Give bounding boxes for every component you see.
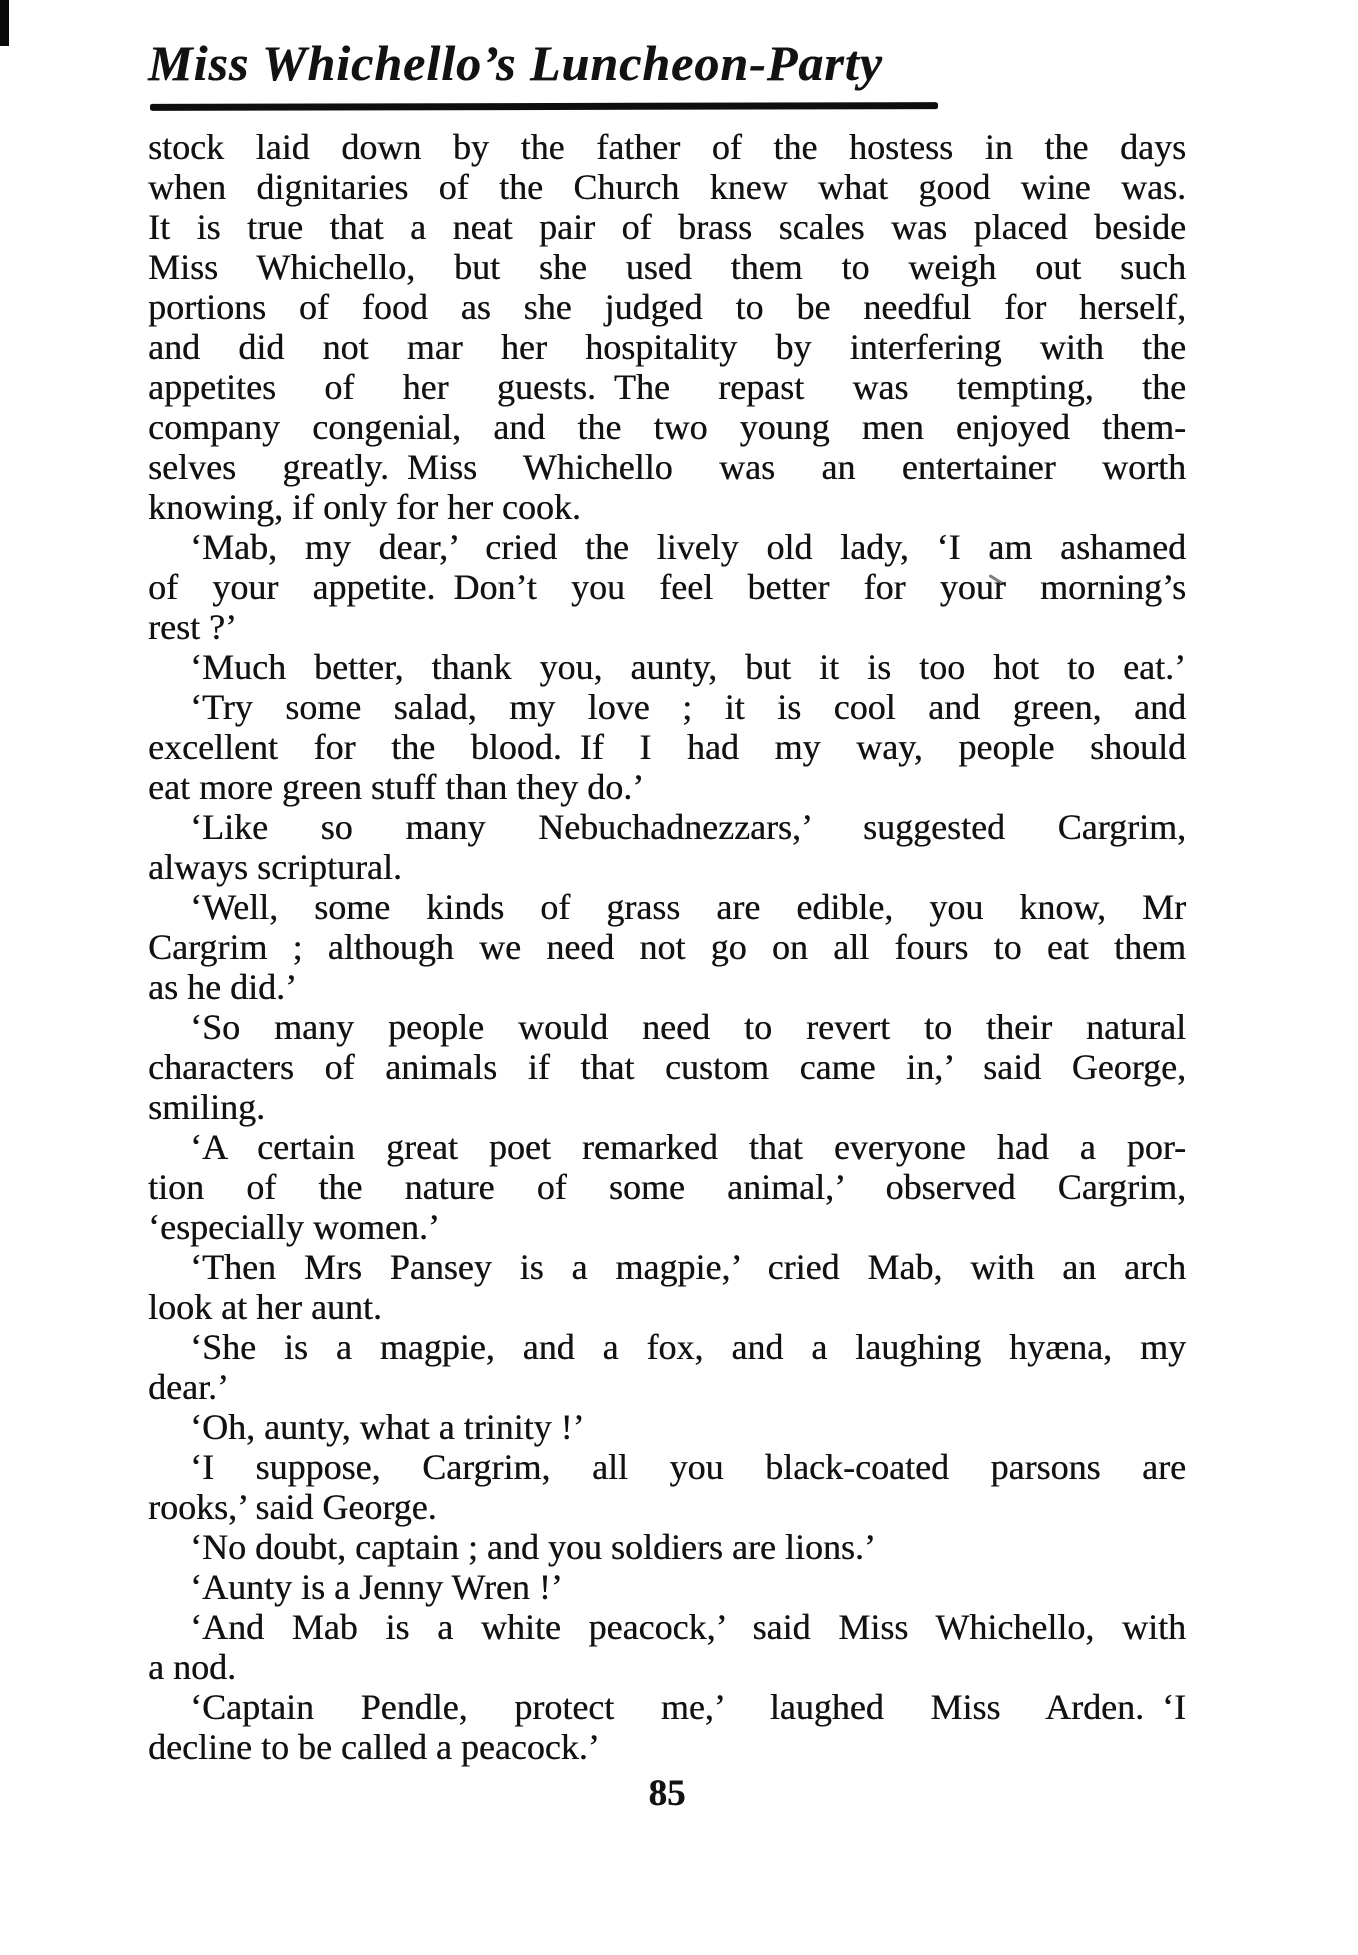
text-line: appetites of her guests. The repast was tempting, the xyxy=(148,367,1186,407)
text-line: ‘And Mab is a white peacock,’ said Miss Whichello, with xyxy=(190,1607,1186,1647)
text-line: ‘Captain Pendle, protect me,’ laughed Miss Arden. ‘I xyxy=(190,1687,1186,1727)
text-line: ‘Try some salad, my love ; it is cool and green, and xyxy=(190,687,1186,727)
text-line: tion of the nature of some animal,’ observed Cargrim, xyxy=(148,1167,1186,1207)
text-line: smiling. xyxy=(148,1087,266,1127)
text-line: rooks,’ said George. xyxy=(148,1487,437,1527)
text-line: dear.’ xyxy=(148,1367,229,1407)
text-line: ‘Well, some kinds of grass are edible, you know, Mr xyxy=(190,887,1186,927)
text-line: ‘A certain great poet remarked that everyone had a por- xyxy=(190,1127,1186,1167)
text-line: ‘Aunty is a Jenny Wren !’ xyxy=(190,1567,563,1607)
text-line: always scriptural. xyxy=(148,847,402,887)
text-line: portions of food as she judged to be needful for herself, xyxy=(148,287,1186,327)
text-line: selves greatly. Miss Whichello was an entertainer worth xyxy=(148,447,1186,487)
text-line: ‘Oh, aunty, what a trinity !’ xyxy=(190,1407,585,1447)
text-line: rest ?’ xyxy=(148,607,237,647)
text-line: of your appetite. Don’t you feel better for your morning’s xyxy=(148,567,1186,607)
header-rule xyxy=(150,102,938,111)
text-line: ‘So many people would need to revert to their natural xyxy=(190,1007,1186,1047)
text-line: company congenial, and the two young men enjoyed them- xyxy=(148,407,1186,447)
text-line: Miss Whichello, but she used them to weigh out such xyxy=(148,247,1186,287)
text-line: as he did.’ xyxy=(148,967,297,1007)
text-line: decline to be called a peacock.’ xyxy=(148,1727,600,1767)
text-line: excellent for the blood. If I had my way, people should xyxy=(148,727,1186,767)
text-line: Cargrim ; although we need not go on all fours to eat them xyxy=(148,927,1186,967)
text-line: ‘Like so many Nebuchadnezzars,’ suggested Cargrim, xyxy=(190,807,1186,847)
running-header-title: Miss Whichello’s Luncheon-Party xyxy=(148,35,883,91)
text-line: when dignitaries of the Church knew what good wine was. xyxy=(148,167,1186,207)
text-line: and did not mar her hospitality by interfering with the xyxy=(148,327,1186,367)
text-line: ‘I suppose, Cargrim, all you black-coated parsons are xyxy=(190,1447,1186,1487)
text-line: ‘especially women.’ xyxy=(148,1207,440,1247)
text-line: characters of animals if that custom came in,’ said George, xyxy=(148,1047,1186,1087)
text-line: knowing, if only for her cook. xyxy=(148,487,581,527)
text-line: ‘Mab, my dear,’ cried the lively old lady, ‘I am ashamed xyxy=(190,527,1186,567)
text-line: ‘No doubt, captain ; and you soldiers are lions.’ xyxy=(190,1527,876,1567)
text-line: look at her aunt. xyxy=(148,1287,382,1327)
scan-corner-artifact xyxy=(0,0,9,46)
text-line: ‘Much better, thank you, aunty, but it is too hot to eat.’ xyxy=(190,647,1186,687)
text-line: stock laid down by the father of the hostess in the days xyxy=(148,127,1186,167)
text-line: a nod. xyxy=(148,1647,236,1687)
text-line: ‘She is a magpie, and a fox, and a laughing hyæna, my xyxy=(190,1327,1186,1367)
text-line: ‘Then Mrs Pansey is a magpie,’ cried Mab, with an arch xyxy=(190,1247,1186,1287)
text-block xyxy=(148,127,1186,1767)
text-line: It is true that a neat pair of brass scales was placed beside xyxy=(148,207,1186,247)
text-line: eat more green stuff than they do.’ xyxy=(148,767,645,807)
page-number: 85 xyxy=(648,1773,686,1814)
